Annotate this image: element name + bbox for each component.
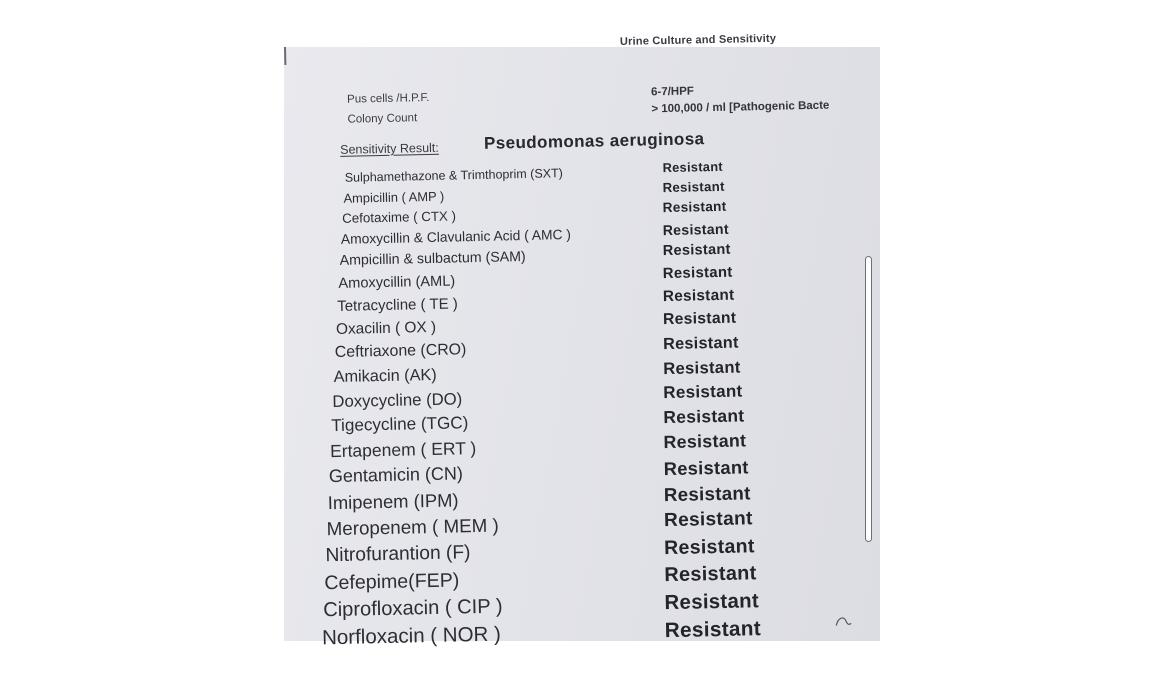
sensitivity-result: Resistant	[664, 562, 757, 587]
antibiotic-name: Ampicillin ( AMP )	[343, 188, 445, 206]
antibiotic-name: Tetracycline ( TE )	[337, 295, 458, 315]
sensitivity-result: Resistant	[662, 264, 733, 283]
antibiotic-name: Doxycycline (DO)	[332, 389, 463, 412]
antibiotic-name: Imipenem (IPM)	[327, 489, 459, 514]
sensitivity-result: Resistant	[663, 482, 751, 505]
antibiotic-name: Amikacin (AK)	[333, 365, 437, 387]
antibiotic-name: Sulphamethazone & Trimthoprim (SXT)	[344, 166, 563, 185]
sensitivity-result: Resistant	[662, 220, 730, 238]
antibiotic-name: Amoxycillin & Clavulanic Acid ( AMC )	[340, 227, 572, 247]
antibiotic-name: Amoxycillin (AML)	[338, 273, 456, 292]
report-photo	[284, 32, 880, 650]
antibiotic-name: Ciprofloxacin ( CIP )	[322, 595, 503, 622]
antibiotic-name: Tigecycline (TGC)	[331, 413, 469, 436]
antibiotic-name: Nitrofurantion (F)	[325, 542, 471, 567]
sensitivity-result: Resistant	[664, 616, 762, 642]
sensitivity-result-label: Sensitivity Result:	[340, 140, 439, 157]
colony-count-label: Colony Count	[347, 112, 418, 126]
organism-name: Pseudomonas aeruginosa	[483, 129, 705, 153]
antibiotic-name: Oxacilin ( OX )	[335, 318, 437, 338]
antibiotic-name: Gentamicin (CN)	[328, 463, 464, 487]
pen-mark-icon	[834, 613, 852, 627]
sensitivity-result: Resistant	[662, 333, 739, 353]
colony-count-value: > 100,000 / ml [Pathogenic Bacte	[651, 99, 830, 116]
antibiotic-name: Norfloxacin ( NOR )	[321, 622, 502, 650]
sensitivity-result: Resistant	[664, 589, 760, 614]
sensitivity-result: Resistant	[663, 430, 747, 453]
sensitivity-result: Resistant	[663, 405, 745, 428]
sensitivity-result: Resistant	[662, 241, 731, 259]
sensitivity-result: Resistant	[663, 508, 753, 532]
scrollbar[interactable]	[865, 256, 872, 542]
report-page	[284, 32, 892, 650]
pus-cells-value: 6-7/HPF	[650, 85, 694, 99]
sensitivity-result: Resistant	[663, 455, 749, 479]
sensitivity-result: Resistant	[663, 535, 755, 560]
pus-cells-label: Pus cells /H.P.F.	[346, 91, 430, 106]
antibiotic-name: Ceftriaxone (CRO)	[334, 341, 467, 362]
antibiotic-name: Cefotaxime ( CTX )	[342, 208, 457, 226]
sensitivity-result: Resistant	[662, 158, 724, 176]
sensitivity-result: Resistant	[662, 309, 737, 329]
antibiotic-name: Ertapenem ( ERT )	[329, 438, 477, 462]
sensitivity-result: Resistant	[663, 381, 743, 403]
sensitivity-result: Resistant	[662, 178, 725, 196]
sensitivity-result: Resistant	[663, 357, 741, 378]
sensitivity-result: Resistant	[662, 199, 727, 216]
antibiotic-name: Meropenem ( MEM )	[326, 514, 499, 540]
report-header: Urine Culture and Sensitivity	[619, 32, 777, 48]
page-edge-mark	[284, 47, 290, 65]
antibiotic-name: Cefepime(FEP)	[324, 569, 460, 595]
antibiotic-name: Ampicillin & sulbactum (SAM)	[339, 248, 526, 269]
sensitivity-result: Resistant	[662, 286, 735, 306]
